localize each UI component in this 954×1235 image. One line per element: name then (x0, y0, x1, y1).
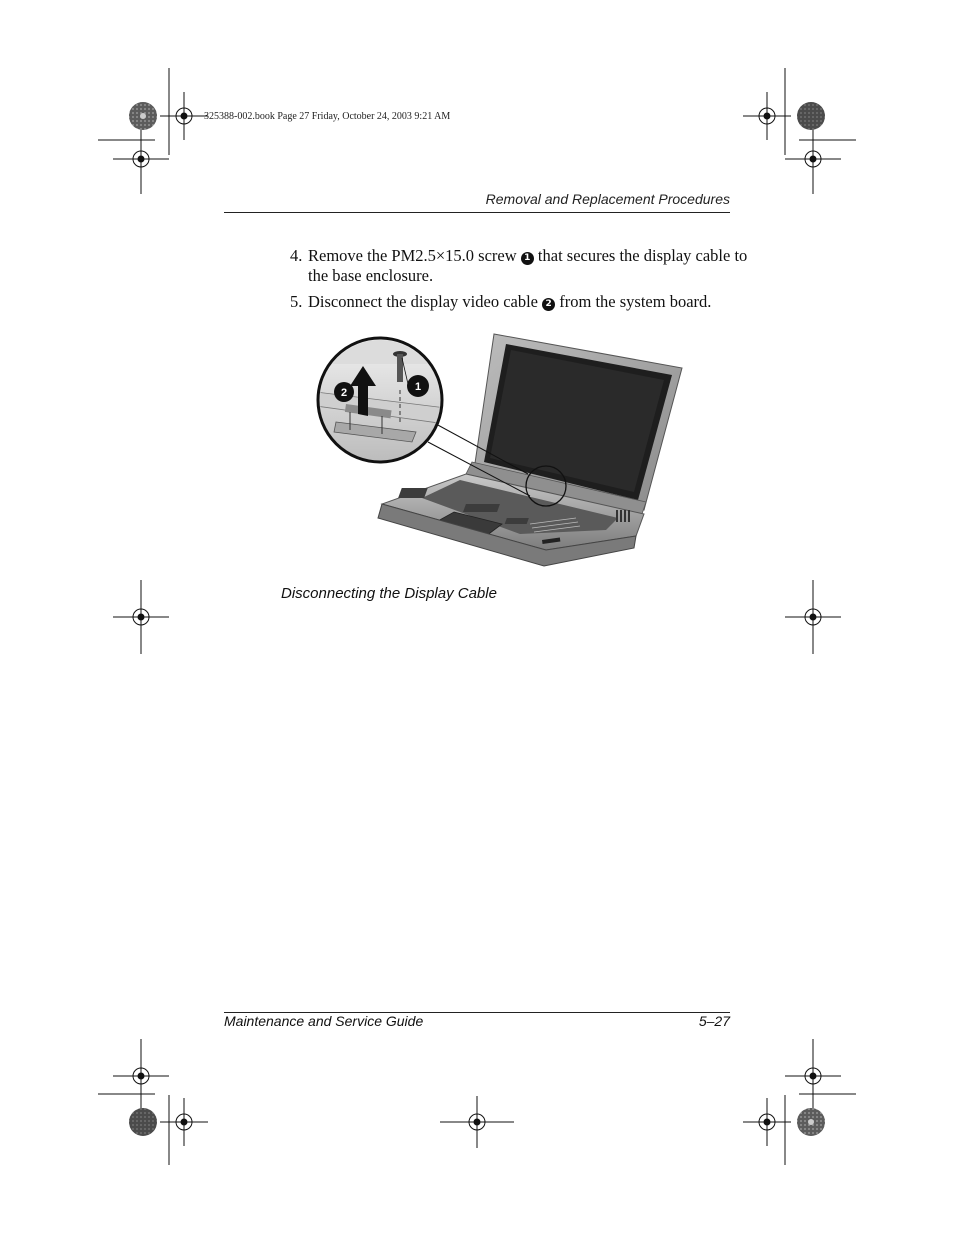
step-text: Remove the PM2.5×15.0 screw (308, 246, 521, 265)
step-number: 5. (290, 292, 303, 311)
laptop-illustration (316, 328, 696, 584)
callout-1-icon: 1 (521, 252, 534, 265)
running-header: Removal and Replacement Procedures (485, 191, 730, 207)
step-item (290, 292, 750, 312)
step-text: Disconnect the display video cable (308, 292, 543, 311)
step-item (290, 246, 750, 286)
header-rule (224, 212, 730, 213)
callout-2-label: 2 (340, 387, 348, 399)
figure-caption: Disconnecting the Display Cable (281, 585, 497, 602)
footer-page-number: 5–27 (698, 1013, 730, 1029)
callout-1-label: 1 (414, 381, 422, 393)
step-number: 4. (290, 246, 303, 265)
footer-guide-title: Maintenance and Service Guide (224, 1013, 424, 1029)
step-text: from the system board. (555, 292, 712, 311)
print-slug: 325388-002.book Page 27 Friday, October 24, 2003 9:21 AM (204, 111, 451, 122)
procedure-steps (290, 246, 750, 318)
callout-2-icon: 2 (542, 298, 555, 311)
step-text: that secures the display cable to the base enclosure. (308, 246, 748, 285)
